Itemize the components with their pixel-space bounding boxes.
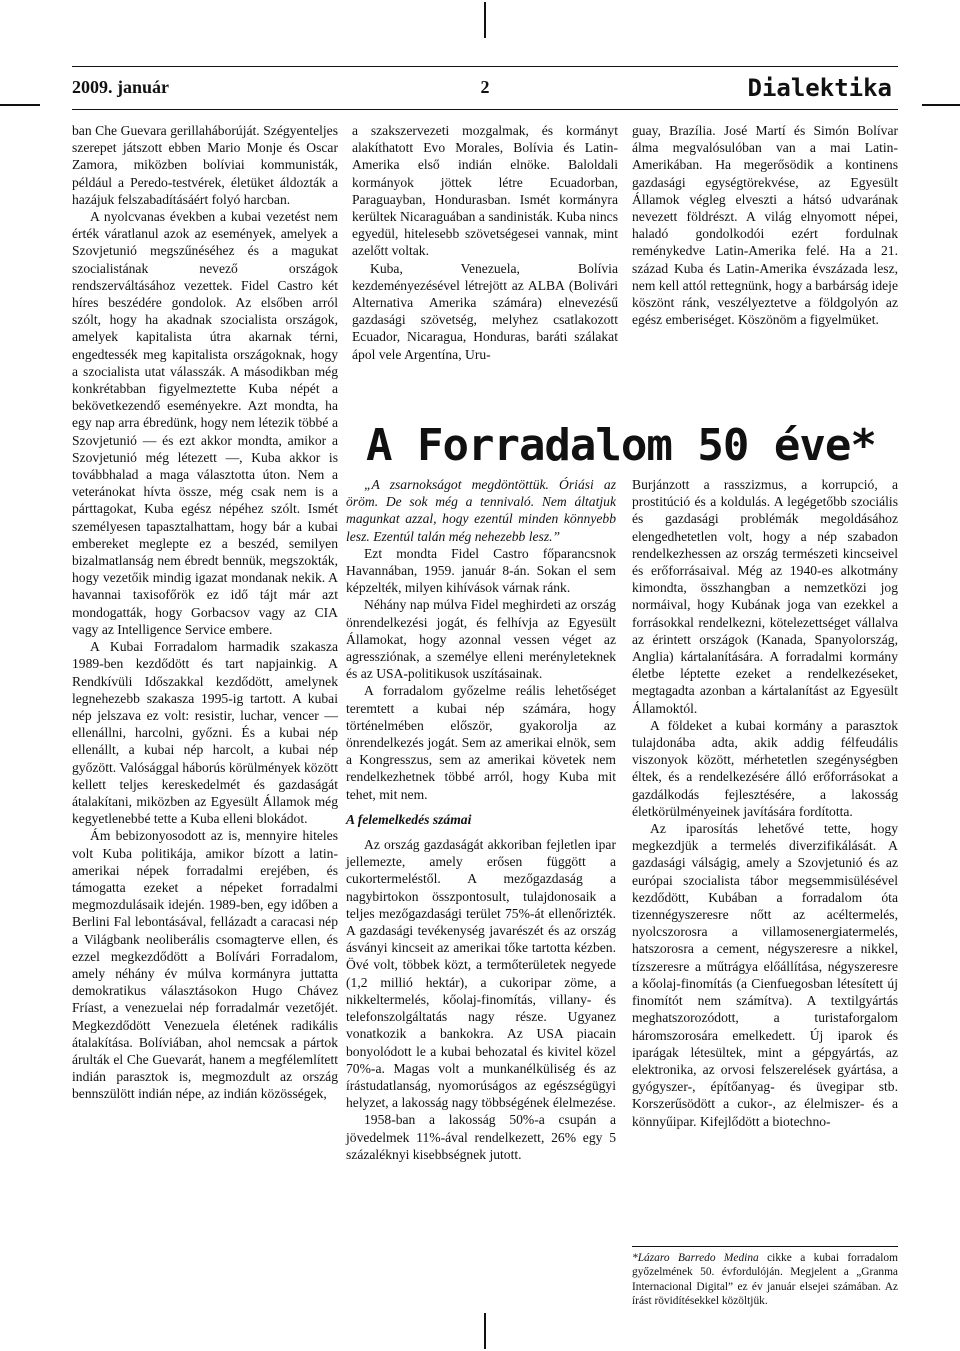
footnote	[632, 1246, 898, 1309]
crop-mark-right	[922, 104, 960, 106]
paragraph: A forradalom győzelme reális lehetőséget teremtett a kubai nép számára, hogy történelmében először, gyakorolja az önrendelkezés jogát. Sem az amerikai elnök, sem a Kongresszus, sem az amerikai követek nem rendelkezhetnek többé arról, hogy Kuba mit tehet, mit nem.	[346, 683, 616, 802]
column-3	[632, 122, 898, 382]
issue-date: 2009. január	[72, 77, 170, 97]
paragraph: Az iparosítás lehetővé tette, hogy megkezdjük a termelés diverzifikálását. A gazdasági válságig, amely a Szovjetunió és az európai szocialista tábor megsemmisülésével kezdődött, Kubában a forradalom óta tizennégyszeresre nőtt az acéltermelés, nyolcszorosra a villamosenergiatermelés, hatszorosra a cement, négyszeresre a nikkel, tízszeresre a műtrágya előállítása, négyszeresre a kőolaj-finomítás (a Cienfuegosban létesített új finomítót nem számítva). A textilgyártás meghatszorozódott, a turistaforgalom háromszorosára emelkedett. Új iparok és iparágak létesültek, mint a gépgyártás, az elektronika, az orvosi felszerelések gyártása, a gyógyszer-, építőanyag- és üvegipar stb. Korszerűsödött a cukor-, az élelmiszer- és a könnyűipar. Kifejlődött a biotechno-	[632, 821, 898, 1129]
page-header	[72, 66, 898, 110]
paragraph: ban Che Guevara gerillaháborúját. Szégyenteljes szerepet játszott ebben Mario Monje és Oscar Zamora, miközben bolíviai kommunisták, például a Peredo-testvérek, életüket áldozták a hazájuk felszabadításáért folyó harcban.	[72, 123, 338, 207]
paragraph: Kuba, Venezuela, Bolívia kezdeményezésével létrejött az ALBA (Bolivári Alternativa Amerika számára) elnevezésű gazdasági szövetség, melyhez csatlakozott Ecuador, Nicaragua, Honduras, baráti szálakat ápol vele Argentína, Uru-	[352, 260, 618, 362]
footnote-text: cikke a kubai forradalom győzelmének 50. évfordulóján. Megjelent a „Granma Internacional Digital” ez év január elsejei számában. Az írást rövidítésekkel közöltjük.	[632, 1252, 898, 1308]
paragraph: Néhány nap múlva Fidel meghirdeti az ország önrendelkezési jogát, és felhívja az Egyesült Államokat, hogy azonnal vessen véget az agressziónak, a személye elleni merényleteknek és az USA-politikusok uszításainak.	[346, 597, 616, 682]
paragraph: Ám bebizonyosodott az is, mennyire hiteles volt Kuba politikája, amikor bízott a latin-amerikai népek forradalmi erejében, és támogatta ezeket a népeket forradalmi megmozdulásaik idején. 1989-ben, egy időben a Berlini Fal lebontásával, fellázadt a caracasi nép a Világbank neoliberális csomagterve ellen, és ezzel megkezdődött a Bolívári Forradalom, amely néhány év múlva kormányra juttatta demokratikus választásokon Hugo Chávez Fríast, a venezuelai nép forradalmár vezetőjét. Megkezdődött Venezuela életének radikális átalakítása. Bolíviában, ahol nemcsak a pártok árulták el Che Guevarát, hanem a megfélemlített indián parasztok is, megmozdult az ország bennszülött indián népe, az indián közösségek,	[72, 828, 338, 1102]
paragraph: Ezt mondta Fidel Castro főparancsnok Havannában, 1959. január 8-án. Sokan el sem képzelték, milyen kihívások várnak ránk.	[346, 545, 616, 596]
paragraph: A Kubai Forradalom harmadik szakasza 1989-ben kezdődött és tart napjainkig. A Rendkívüli Időszakkal kezdődött, amelynek legnehezebb szakasza 1995-ig tartott. A kubai nép jelszava ez volt: resistir, luchar, vencer — ellenállni, harcolni, győzni. És a kubai nép ellenállt, a kubai nép harcolt, a kubai nép győzött. Valósággal háborús körülmények között kellett teljes kereskedelmét és gazdaságát átalakítani, miközben az Egyesült Államok még kegyetlenebbé tette a Kuba elleni blokádot.	[72, 639, 338, 827]
column-4	[346, 476, 616, 1316]
paragraph: guay, Brazília. José Martí és Simón Bolívar álma megvalósulóban van a mai Latin-Amerikában. Ha megerősödik a kontinens gazdasági egységtörekvése, az Egyesült Államok végleg elveszti a hátsó udvarának nevezett földrészt. A világ elnyomott népei, haladó gondolkodói ezért fordulnak reménykedve Latin-Amerika felé. Ha a 21. század Kuba és Latin-Amerika évszázada lesz, nem kell attól rettegnünk, hogy a barbárság ideje köszönt ránk, veszélyeztetve a földgolyón az egész emberiséget. Köszönöm a figyelmüket.	[632, 123, 898, 328]
footnote-author: *Lázaro Barredo Medina	[632, 1252, 759, 1264]
column-2	[352, 122, 618, 382]
paragraph: Az ország gazdaságát akkoriban fejletlen ipar jellemezte, amely erősen függött a cukortermeléstől. A mezőgazdaság a nagybirtokon összpontosult, tulajdonosaik a teljes mezőgazdasági terület 75%-át ellenőrizték. A gazdasági tevékenység javarészét és az ország ásványi kincseit az amerikai tőke tartotta kézben. Övé volt, többek közt, a termőterületek negyede (1,2 millió hektár), a cukoripar zöme, a nikkeltermelés, kőolaj-finomítás, villany- és telefonszolgáltatás nagy része. Ugyanez vonatkozik a bankokra. Az USA piacain bonyolódott le a kubai behozatal és kivitel közel 70%-a. Magas volt a munkanélküliség és az írástudatlanság, nyomorúságos az egészségügyi helyzet, a lakosság nagy többségének élelmezése.	[346, 837, 616, 1111]
paragraph: a szakszervezeti mozgalmak, és kormányt alakíthatott Evo Morales, Bolívia és Latin-Amerika első indián elnöke. Baloldali kormányok jöttek létre Ecuadorban, Paraguayban, Hondurasban. Ismét kormányra kerültek Nicaraguában a sandinisták. Kuba nincs egyedül, hitelesebb szövetségesei vannak, mint azelőtt voltak.	[352, 123, 618, 259]
page-number: 2	[480, 77, 490, 97]
column-5	[632, 476, 898, 1236]
paragraph: A nyolcvanas években a kubai vezetést nem érték váratlanul azok az események, amelyek a Szovjetunió megszűnéséhez és a magukat szocialistának nevező országok rendszerváltásához vezettek. Fidel Castro két híres beszédére gondolok. Az elsőben arról szólt, hogy ha akadnak szocialista országok, amelyek kapitalista útra akarnak térni, engedtessék meg kapitalista országoknak, hogy a szocialista utat válasszák. A másodikban még konkrétabban figyelmeztette Kuba népét a bekövetkezendő eseményekre. Azt mondta, ha egy nap arra ébredünk, hogy nem létezik többé a Szovjetunió — és ezt akkor mondta, amikor a Szovjetunió még létezett —, Kuba akkor is továbbhalad a maga választotta úton. Nem a veteránokat hívta össze, még csak nem is a párttagokat, Kuba egész népéhez szólt. Ismét személyesen tapasztalhattam, hogy bár a kubai embereket meglepte ez a beszéd, semilyen bizalmatlanság nem ébredt bennük, megszokták, hogy vezetőik mindig igazat mondanak nekik. A havannai taxisofőrök ez idő tájt már azt mondogatták, hogy Gorbacsov vagy az CIA vagy az Intelligence Service embere.	[72, 209, 338, 637]
crop-mark-top	[484, 2, 486, 38]
section-subheading: A felemelkedés számai	[346, 811, 472, 827]
paragraph: 1958-ban a lakosság 50%-a csupán a jövedelmek 11%-ával rendelkezett, 26% egy 5 százaléknyi kisebbségnek jutott.	[346, 1112, 616, 1162]
paragraph: A földeket a kubai kormány a parasztok tulajdonába adta, akik addig félfeudális viszonyok között, mérhetetlen szegénységben éltek, és a rendelkezésére álló erőforrásokat a gazdálkodás fejlesztésére, a lakosság életkörülményeinek javítására fordította.	[632, 717, 898, 819]
column-1	[72, 122, 338, 1312]
paragraph: Burjánzott a rasszizmus, a korrupció, a prostitúció és a koldulás. A legégetőbb szociális és gazdasági problémák megoldásához elengedhetetlen volt, hogy a nép szabadon rendelkezhessen az ország természeti kincseivel és erőforrásaival. Még az 1940-es alkotmány kimondta, összhangban a nemzetközi jog normáival, hogy Kubának joga van ezekkel a forrásokkal rendelkezni, kötelezettséget vállalva az érintett országok (Kanada, Spanyolország, Anglia) kártalanítására. A forradalmi kormány életbe léptette ezeket a rendelkezéseket, megtagadta azonban a kártalanítást az Egyesült Államoktól.	[632, 477, 898, 716]
crop-mark-left	[0, 104, 40, 106]
crop-mark-bottom	[484, 1313, 486, 1349]
lead-quote: „A zsarnokságot megdöntöttük. Óriási az öröm. De sok még a tennivaló. Nem áltatjuk magunkat azzal, hogy ezentúl minden könnyebb lesz. Ezentúl talán még nehezebb lesz.”	[346, 477, 616, 544]
masthead: Dialektika	[747, 74, 892, 102]
article-title: A Forradalom 50 éve*	[366, 420, 876, 471]
